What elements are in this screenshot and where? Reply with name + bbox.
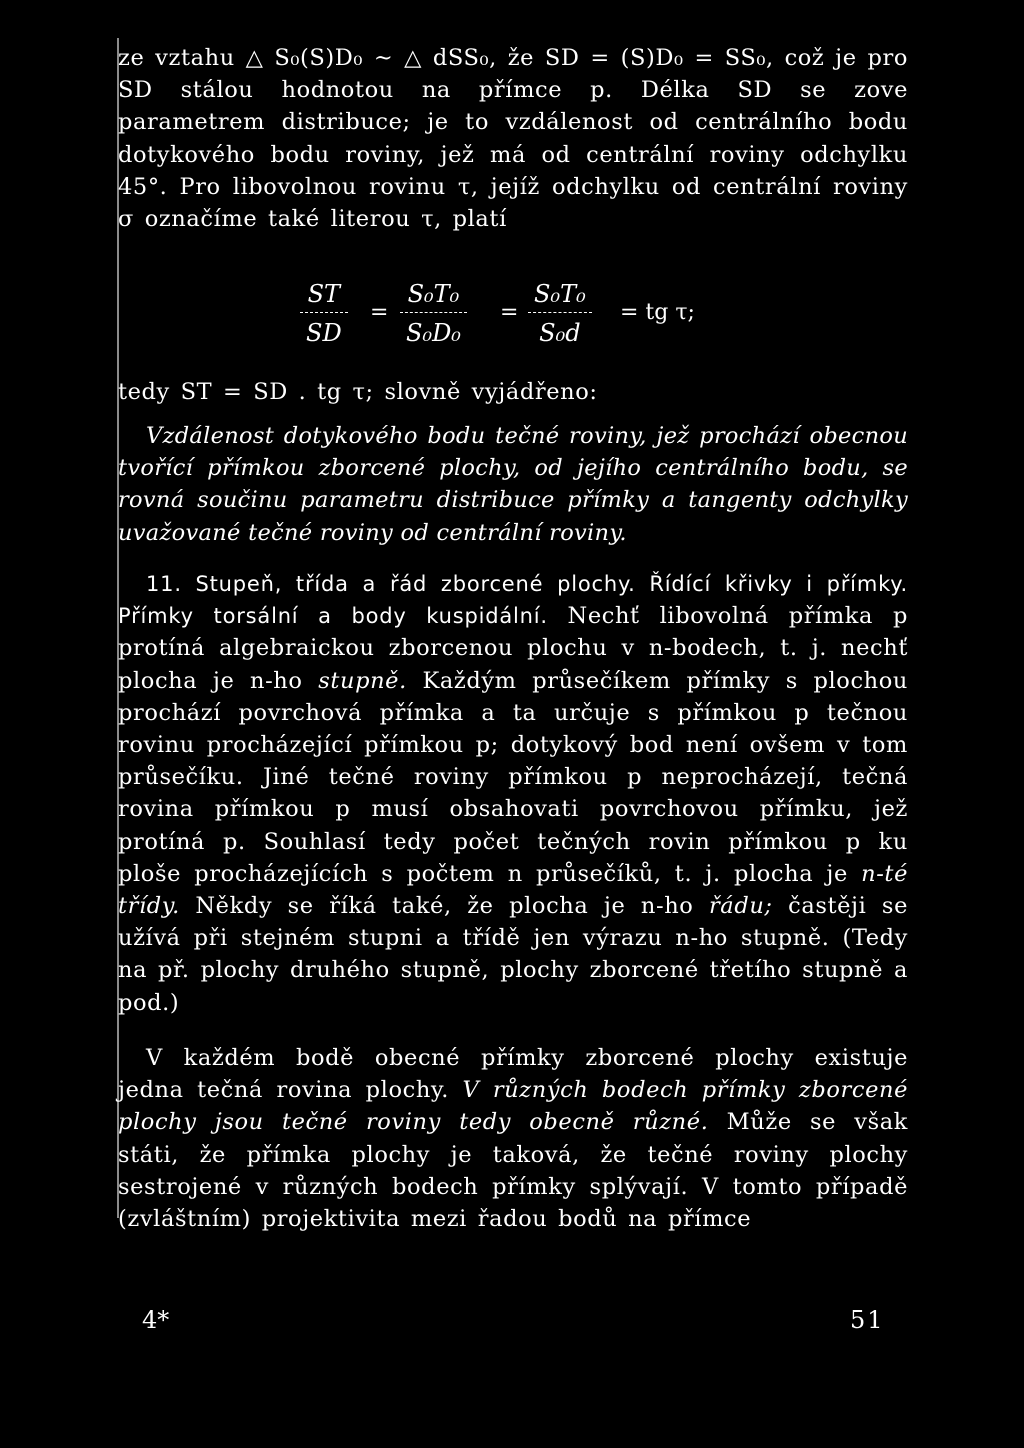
theorem-statement: Vzdálenost dotykového bodu tečné roviny, jež prochází obecnou tvořící přímkou zborcené plochy, od jejího centrálního bodu, se rovná součinu parametru distribuce přímky a tangenty odchylky uvažované tečné roviny od centrální roviny. [118, 423, 908, 546]
emphasis-term: n-té třídy. [118, 860, 908, 920]
formula-tail: = tg τ; [620, 300, 695, 325]
emphasis-term: řádu; [708, 893, 789, 920]
section-11 [118, 568, 908, 1019]
fraction-denominator: SD [306, 319, 342, 347]
paragraph-distribution-parameter: ze vztahu △ S₀(S)D₀ ~ △ dSS₀, že SD = (S)D₀ = SS₀, což je pro SD stálou hodnotou na přímce p. Délka SD se zove parametrem distribuce; je to vzdálenost od centrálního bodu dotykového bodu roviny, jež má od centrální roviny odchylku 45°. Pro libovolnou rovinu τ, jejíž odchylku od centrální roviny σ označíme také literou τ, platí [118, 45, 908, 233]
emphasis-sentence: V různých bodech přímky zborcené plochy jsou tečné roviny tedy obecně různé. [118, 1077, 908, 1136]
fraction-st-sd [300, 280, 348, 347]
signature-mark: 4* [142, 1306, 170, 1334]
section-text: častěji se užívá při stejném stupni a třídě jen výrazu n-ho stupně. (Tedy na př. plochy druhého stupně, plochy zborcené třetího stupně a pod.) [118, 893, 908, 1016]
section-heading: 11. Stupeň, třída a řád zborcené plochy. Řídící křivky i přímky. Přímky torsální a body kuspidální. [118, 572, 908, 629]
fraction-denominator: S₀D₀ [406, 319, 461, 347]
paragraph-verbal-statement: tedy ST = SD . tg τ; slovně vyjádřeno: [118, 379, 598, 405]
paragraph-text: V každém bodě obecné přímky zborcené plochy existuje jedna tečná rovina plochy. [118, 1045, 908, 1104]
fraction-numerator: S₀T₀ [528, 280, 592, 313]
fraction-numerator: S₀T₀ [400, 280, 467, 313]
paragraph-tangent-planes [118, 1042, 908, 1235]
equals-sign: = [370, 300, 389, 325]
fraction-denominator: S₀d [539, 319, 581, 347]
emphasis-term: stupně. [318, 667, 423, 694]
fraction-s0t0-s0d [528, 280, 592, 347]
fraction-numerator: ST [300, 280, 348, 313]
section-text: Každým průsečíkem přímky s plochou prochází povrchová přímka a ta určuje s přímkou p tečnou rovinu procházející přímkou p; dotykový bod není ovšem v tom průsečíku. Jiné tečné roviny přímkou p neprocházejí, tečná rovina přímkou p musí obsahovati povrchovou přímku, jež protíná p. Souhlasí tedy počet tečných rovin přímkou p ku ploše procházejících s počtem n průsečíků, t. j. plocha je [118, 667, 908, 887]
section-text: Nechť libovolná přímka p protíná algebraickou zborcenou plochu v n-bodech, t. j. nechť plocha je n-ho [118, 603, 908, 694]
paragraph-text: Může se však státi, že přímka plochy je taková, že tečné roviny plochy sestrojené v různých bodech přímky splývají. V tomto případě (zvláštním) projektivita mezi řadou bodů na přímce [118, 1109, 908, 1233]
formula-tangent-ratio [300, 280, 720, 360]
fraction-s0t0-s0d0 [400, 280, 467, 347]
section-text: Někdy se říká také, že plocha je n-ho [195, 893, 709, 920]
equals-sign: = [500, 300, 519, 325]
page-number: 51 [850, 1306, 885, 1334]
